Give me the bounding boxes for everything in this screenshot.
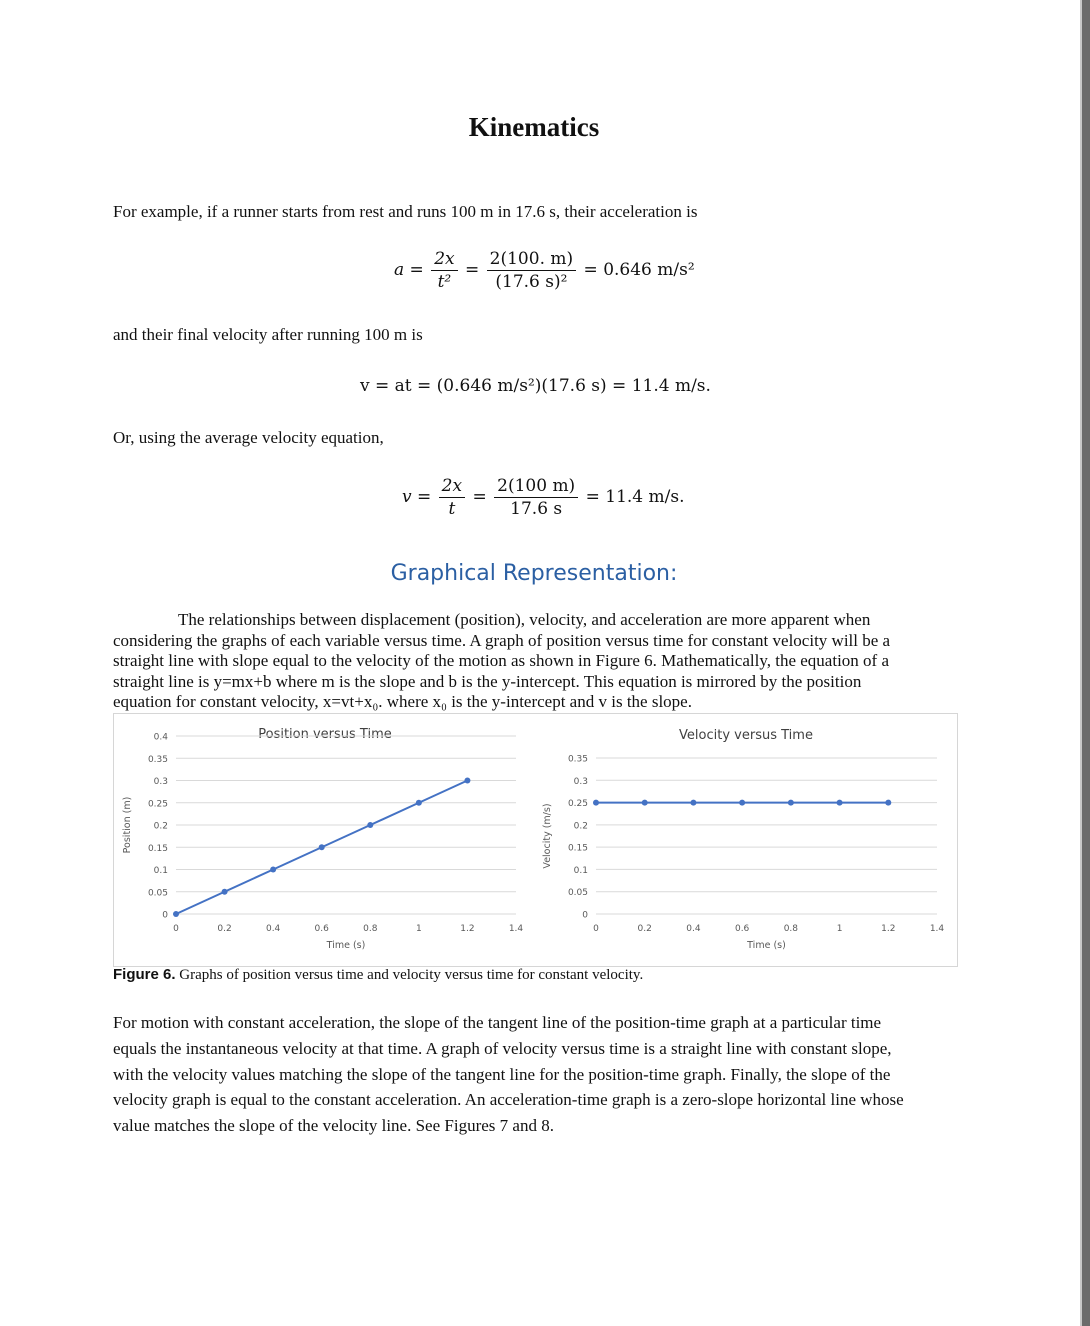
- y-tick-label: 0.35: [147, 754, 168, 765]
- final-paragraph-line: value matches the slope of the velocity line. See Figures 7 and 8.: [113, 1116, 554, 1136]
- eq3-equals: =: [472, 487, 487, 507]
- chart-title: Velocity versus Time: [679, 728, 813, 743]
- x-tick-label: 1.2: [460, 924, 475, 934]
- data-point: [788, 800, 794, 806]
- y-tick-label: 0.2: [153, 821, 168, 832]
- y-tick-label: 0: [162, 910, 168, 921]
- eq1-f1-denominator: t²: [437, 272, 452, 292]
- y-tick-label: 0.3: [573, 776, 588, 787]
- data-point: [270, 867, 276, 873]
- x-tick-label: 1: [415, 924, 422, 934]
- x-tick-label: 1.4: [929, 924, 945, 934]
- eq3-f1-denominator: t: [448, 499, 456, 519]
- x-tick-label: 1.4: [508, 924, 524, 934]
- eq3-f2-numerator: 2(100 m): [494, 475, 578, 498]
- graph-paragraph-line: considering the graphs of each variable versus time. A graph of position versus time for constant velocity will be a: [113, 630, 891, 650]
- y-tick-label: 0.2: [573, 821, 588, 832]
- y-tick-label: 0.15: [147, 843, 168, 854]
- y-tick-label: 0.05: [147, 888, 168, 899]
- final-paragraph-line: equals the instantaneous velocity at that time. A graph of velocity versus time is a straight line with constant slope,: [113, 1038, 892, 1058]
- equation-acceleration: [394, 248, 695, 293]
- data-point: [173, 911, 179, 917]
- x-tick-label: 0: [173, 924, 179, 934]
- caption-text: Graphs of position versus time and velocity versus time for constant velocity.: [179, 967, 644, 983]
- after-equation-2: Or, using the average velocity equation,: [113, 428, 384, 447]
- x-tick-label: 0.8: [363, 924, 378, 934]
- figure-6-charts: [114, 714, 957, 966]
- eq3-f2-denominator: 17.6 s: [510, 499, 563, 519]
- final-paragraph-line: For motion with constant acceleration, the slope of the tangent line of the position-time graph at a particular time: [113, 1013, 882, 1032]
- x-tick-label: 1: [836, 924, 843, 934]
- eq3-fraction-2: [494, 475, 578, 520]
- x-tick-label: 0.6: [734, 924, 750, 934]
- x-axis-label: Time (s): [747, 940, 786, 951]
- section-heading: Graphical Representation:: [390, 561, 678, 586]
- data-point: [319, 844, 325, 850]
- equation-velocity: v = at = (0.646 m/s²)(17.6 s) = 11.4 m/s.: [360, 376, 711, 396]
- x-tick-label: 0: [593, 924, 599, 934]
- eq3-f1-numerator: 2x: [439, 475, 465, 498]
- data-point: [416, 800, 422, 806]
- final-paragraph: [113, 1010, 958, 1139]
- data-point: [222, 889, 228, 895]
- x-tick-label: 0.8: [783, 924, 799, 934]
- x-tick-label: 0.2: [217, 924, 232, 934]
- x-tick-label: 1.2: [881, 924, 896, 934]
- x-tick-label: 0.6: [314, 924, 329, 934]
- page-title: Kinematics: [468, 112, 600, 142]
- eq1-fraction-1: [431, 248, 457, 293]
- after-equation-1: and their final velocity after running 100 m is: [113, 325, 423, 344]
- eq1-equals: =: [465, 260, 480, 280]
- equation-average-velocity: [402, 475, 685, 520]
- x-tick-label: 0.2: [637, 924, 652, 934]
- y-axis-label: Position (m): [122, 796, 133, 854]
- eq3-result: = 11.4 m/s.: [585, 487, 685, 507]
- y-tick-label: 0.35: [567, 754, 588, 765]
- eq1-lhs: a =: [394, 260, 424, 280]
- eq3-lhs: v =: [402, 487, 432, 507]
- y-tick-label: 0.4: [153, 732, 168, 743]
- y-tick-label: 0.15: [567, 843, 588, 854]
- figure-6: [113, 713, 958, 967]
- chart-title: Position versus Time: [258, 727, 392, 742]
- figure-caption: [113, 966, 643, 984]
- data-point: [885, 800, 891, 806]
- graph-paragraph-line: straight line is y=mx+b where m is the slope and b is the y-intercept. This equation is mirrored by the position: [113, 671, 862, 691]
- data-point: [367, 822, 373, 828]
- graph-paragraph: [113, 610, 943, 713]
- y-tick-label: 0.1: [153, 866, 168, 876]
- eq1-result: = 0.646 m/s²: [583, 260, 695, 280]
- graph-paragraph-line: straight line with slope equal to the velocity of the motion as shown in Figure 6. Mathematically, the equation of a: [113, 651, 890, 671]
- data-point: [464, 778, 470, 784]
- data-point: [739, 800, 745, 806]
- final-paragraph-line: with the velocity values matching the slope of the tangent line for the position-time graph. Finally, the slope of the: [113, 1064, 891, 1084]
- y-tick-label: 0.25: [567, 799, 588, 810]
- eq1-fraction-2: [487, 248, 576, 293]
- y-tick-label: 0.25: [147, 799, 168, 810]
- graph-paragraph-line: equation for constant velocity, x=vt+x₀. where x₀ is the y-intercept and v is the slope.: [113, 692, 692, 712]
- data-point: [837, 800, 843, 806]
- y-tick-label: 0.3: [153, 777, 168, 787]
- x-tick-label: 0.4: [265, 924, 281, 934]
- scrollbar-track[interactable]: [1082, 0, 1090, 1326]
- graph-paragraph-line: The relationships between displacement (position), velocity, and acceleration are more apparent when: [178, 610, 871, 629]
- y-tick-label: 0.05: [567, 888, 588, 899]
- eq3-fraction-1: [439, 475, 465, 520]
- data-point: [593, 800, 599, 806]
- data-point: [690, 800, 696, 806]
- x-axis-label: Time (s): [326, 940, 366, 951]
- caption-label: Figure 6.: [113, 966, 176, 983]
- y-tick-label: 0: [582, 910, 588, 921]
- eq1-f1-numerator: 2x: [431, 248, 457, 271]
- eq1-f2-numerator: 2(100. m): [487, 248, 576, 271]
- x-tick-label: 0.4: [686, 924, 701, 934]
- final-paragraph-line: velocity graph is equal to the constant acceleration. An acceleration-time graph is a zero-slope horizontal line whose: [113, 1090, 904, 1110]
- eq1-f2-denominator: (17.6 s)²: [495, 272, 568, 292]
- data-point: [642, 800, 648, 806]
- y-axis-label: Velocity (m/s): [542, 803, 553, 869]
- y-tick-label: 0.1: [573, 865, 588, 876]
- intro-sentence: For example, if a runner starts from rest and runs 100 m in 17.6 s, their acceleration is: [113, 202, 698, 221]
